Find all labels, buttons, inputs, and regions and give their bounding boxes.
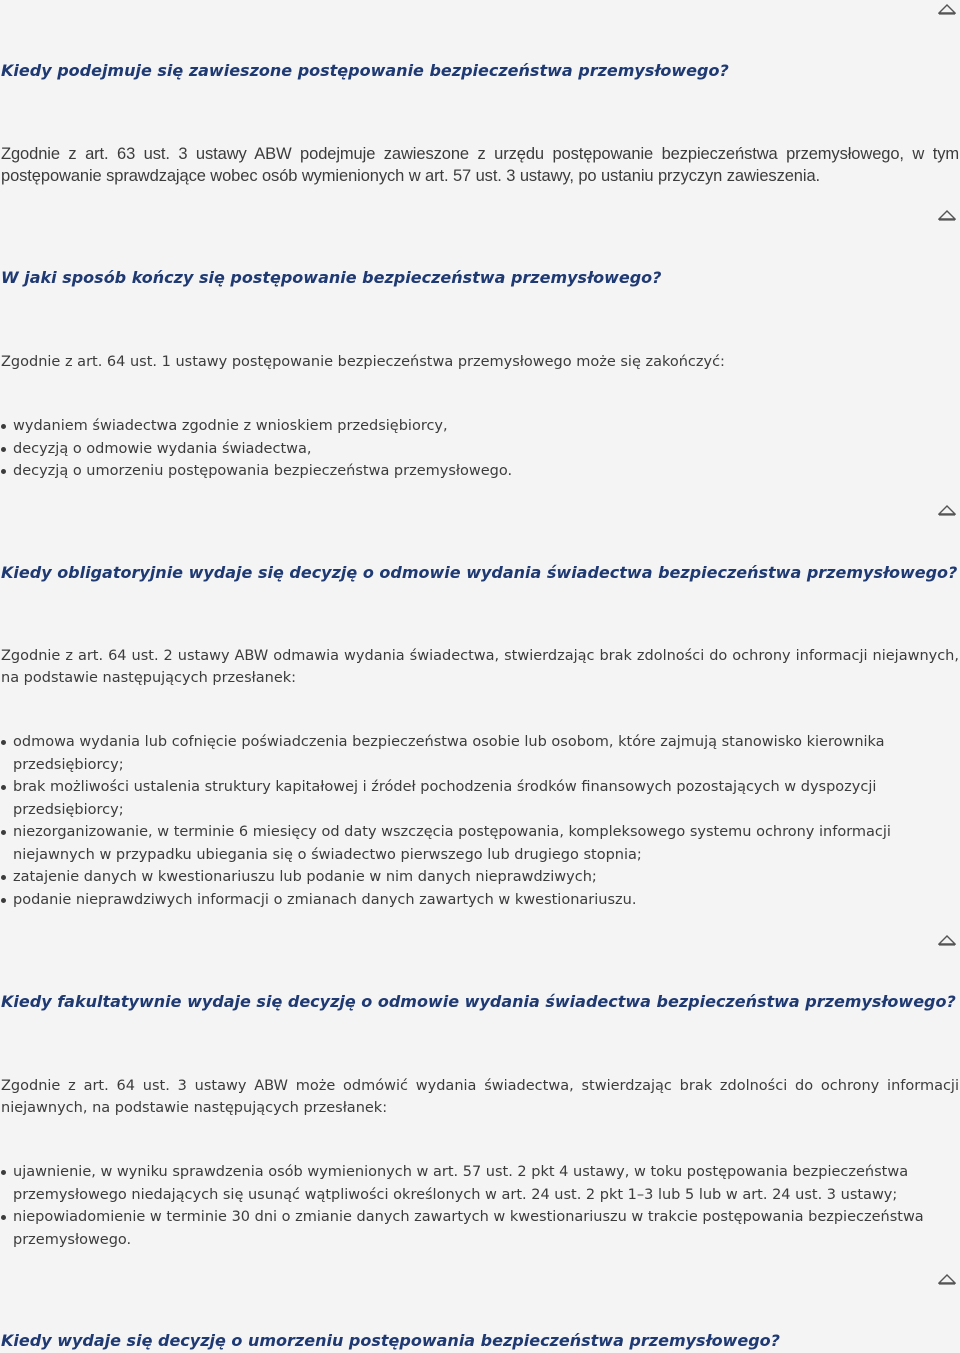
- bullet-icon: [1, 1215, 6, 1220]
- list-item: decyzją o odmowie wydania świadectwa,: [0, 438, 950, 461]
- bullet-icon: [1, 740, 6, 745]
- bullet-icon: [1, 1170, 6, 1175]
- faq-question-4: Kiedy fakultatywnie wydaje się decyzję o odmowie wydania świadectwa bezpieczeństwa przemysłowego?: [1, 992, 956, 1011]
- list-item: odmowa wydania lub cofnięcie poświadczenia bezpieczeństwa osobie lub osobom, które zajmują stanowisko kierownika przedsiębiorcy;: [0, 731, 950, 776]
- faq-question-5: Kiedy wydaje się decyzję o umorzeniu postępowania bezpieczeństwa przemysłowego?: [1, 1331, 780, 1350]
- bullet-icon: [1, 830, 6, 835]
- back-to-top-icon[interactable]: [938, 504, 956, 516]
- faq-list-3: [0, 731, 950, 911]
- bullet-icon: [1, 875, 6, 880]
- faq-list-2: [0, 415, 950, 483]
- back-to-top-icon[interactable]: [938, 3, 956, 15]
- back-to-top-icon[interactable]: [938, 1273, 956, 1285]
- back-to-top-icon[interactable]: [938, 934, 956, 946]
- faq-answer-1: Zgodnie z art. 63 ust. 3 ustawy ABW podejmuje zawieszone z urzędu postępowanie bezpieczeństwa przemysłowego, w tym postępowanie sprawdzające wobec osób wymienionych w art. 57 ust. 3 ustawy, po ustaniu przyczyn zawieszenia.: [1, 145, 959, 185]
- bullet-icon: [1, 424, 6, 429]
- bullet-icon: [1, 447, 6, 452]
- list-item: wydaniem świadectwa zgodnie z wnioskiem przedsiębiorcy,: [0, 415, 950, 438]
- bullet-icon: [1, 898, 6, 903]
- faq-question-3: Kiedy obligatoryjnie wydaje się decyzję o odmowie wydania świadectwa bezpieczeństwa przemysłowego?: [1, 563, 958, 582]
- list-item: zatajenie danych w kwestionariuszu lub podanie w nim danych nieprawdziwych;: [0, 866, 950, 889]
- list-item: ujawnienie, w wyniku sprawdzenia osób wymienionych w art. 57 ust. 2 pkt 4 ustawy, w toku postępowania bezpieczeństwa przemysłowego niedających się usunąć wątpliwości określonych w art. 24 ust. 2 pkt 1–3 lub 5 lub w art. 24 ust. 3 ustawy;: [0, 1161, 950, 1206]
- list-item: niepowiadomienie w terminie 30 dni o zmianie danych zawartych w kwestionariuszu w trakcie postępowania bezpieczeństwa przemysłowego.: [0, 1206, 950, 1251]
- list-item: brak możliwości ustalenia struktury kapitałowej i źródeł pochodzenia środków finansowych pozostających w dyspozycji przedsiębiorcy;: [0, 776, 950, 821]
- list-item: niezorganizowanie, w terminie 6 miesięcy od daty wszczęcia postępowania, kompleksowego systemu ochrony informacji niejawnych w przypadku ubiegania się o świadectwo pierwszego lub drugiego stopnia;: [0, 821, 950, 866]
- list-item: podanie nieprawdziwych informacji o zmianach danych zawartych w kwestionariuszu.: [0, 889, 950, 912]
- faq-answer-4: Zgodnie z art. 64 ust. 3 ustawy ABW może odmówić wydania świadectwa, stwierdzając brak zdolności do ochrony informacji niejawnych, na podstawie następujących przesłanek:: [1, 1078, 959, 1116]
- list-item: decyzją o umorzeniu postępowania bezpieczeństwa przemysłowego.: [0, 460, 950, 483]
- faq-question-1: Kiedy podejmuje się zawieszone postępowanie bezpieczeństwa przemysłowego?: [1, 61, 729, 80]
- faq-question-2: W jaki sposób kończy się postępowanie bezpieczeństwa przemysłowego?: [1, 268, 662, 287]
- faq-list-4: [0, 1161, 950, 1251]
- faq-answer-2: Zgodnie z art. 64 ust. 1 ustawy postępowanie bezpieczeństwa przemysłowego może się zakończyć:: [1, 354, 725, 370]
- bullet-icon: [1, 469, 6, 474]
- faq-answer-3: Zgodnie z art. 64 ust. 2 ustawy ABW odmawia wydania świadectwa, stwierdzając brak zdolności do ochrony informacji niejawnych, na podstawie następujących przesłanek:: [1, 648, 959, 686]
- bullet-icon: [1, 785, 6, 790]
- back-to-top-icon[interactable]: [938, 209, 956, 221]
